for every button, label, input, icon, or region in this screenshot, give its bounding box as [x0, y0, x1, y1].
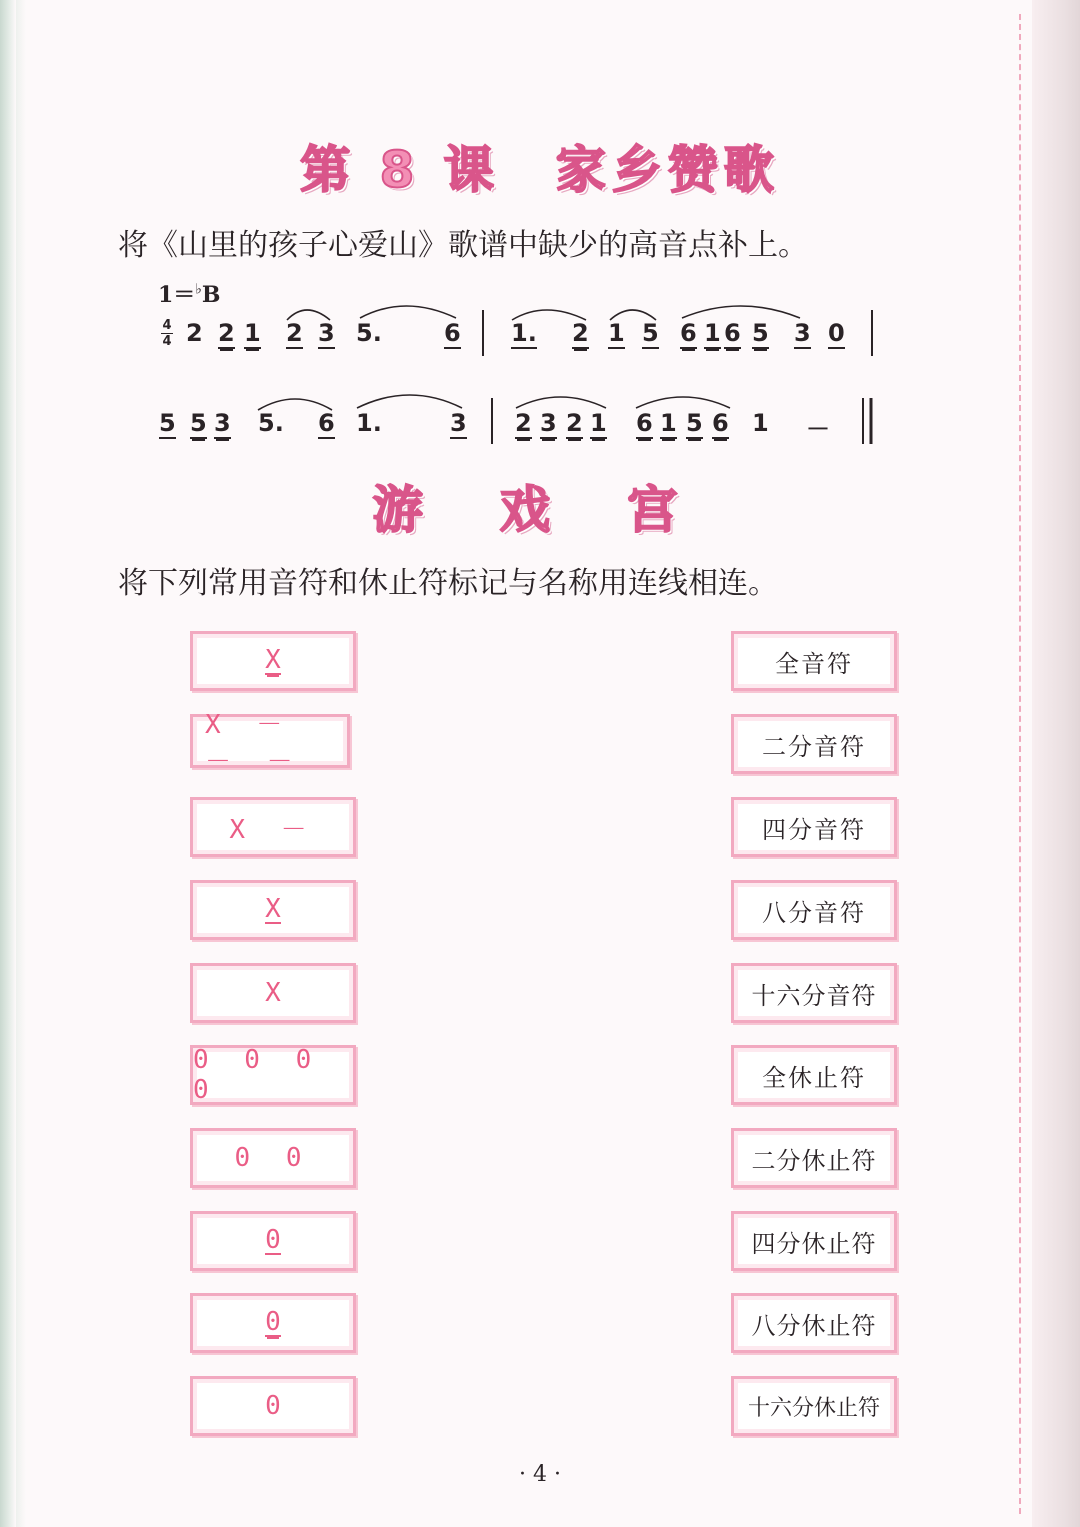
note: 6 — [712, 409, 729, 437]
note: 5 — [686, 409, 703, 437]
game-title: 游 戏 宫 — [372, 481, 708, 539]
symbol-box[interactable] — [190, 797, 356, 857]
symbol-box[interactable] — [190, 1128, 356, 1188]
note: 2 — [515, 409, 532, 437]
key-signature: 1＝♭B — [158, 281, 221, 308]
note: 2 — [186, 319, 203, 347]
note-symbol: X — [265, 894, 281, 924]
rest-symbol: 0 0 — [234, 1143, 312, 1173]
note: 5 — [752, 319, 769, 347]
symbol-box[interactable] — [190, 1376, 356, 1436]
note: 1. — [511, 319, 537, 347]
cut-line — [1019, 14, 1021, 1514]
page-number: · 4 · — [519, 1462, 561, 1487]
name-box[interactable]: 十六分音符 — [731, 963, 897, 1023]
note: 5 — [190, 409, 207, 437]
note: 2 — [566, 409, 583, 437]
rest-symbol: 0 — [265, 1307, 281, 1337]
note: 1 — [608, 319, 625, 347]
note: 5. — [258, 409, 284, 437]
symbol-box[interactable] — [190, 963, 356, 1023]
note: 1 — [752, 409, 769, 437]
note: 5. — [356, 319, 382, 347]
name-box[interactable]: 四分音符 — [731, 797, 897, 857]
symbol-box[interactable] — [190, 1293, 356, 1353]
note: 1. — [356, 409, 382, 437]
symbol-box[interactable] — [190, 710, 350, 777]
note: 6 — [680, 319, 697, 347]
note: 5 — [642, 319, 659, 347]
name-box[interactable]: 二分休止符 — [731, 1128, 897, 1188]
lesson-instruction: 将《山里的孩子心爱山》歌谱中缺少的高音点补上。 — [118, 228, 808, 263]
note: 3 — [540, 409, 557, 437]
note: － — [806, 415, 830, 443]
note-symbol: X － — [229, 814, 317, 845]
note: 1 — [704, 319, 721, 347]
symbol-box[interactable] — [190, 1045, 356, 1105]
rest-symbol: 0 — [265, 1391, 281, 1421]
name-box[interactable]: 全休止符 — [731, 1045, 897, 1105]
note-symbol: X － － － — [205, 710, 303, 777]
name-box[interactable]: 八分休止符 — [731, 1293, 897, 1353]
note-symbol: X — [265, 645, 281, 675]
note: 6 — [318, 409, 335, 437]
note: 0 — [828, 319, 845, 347]
note: 2 — [572, 319, 589, 347]
game-instruction: 将下列常用音符和休止符标记与名称用连线相连。 — [118, 566, 778, 601]
page-binding-edge — [0, 0, 16, 1527]
note: 2 — [218, 319, 235, 347]
note: 1 — [660, 409, 677, 437]
name-box[interactable]: 全音符 — [731, 631, 897, 691]
note: 3 — [794, 319, 811, 347]
lesson-title: 第 8 课 家乡赞歌 — [300, 141, 780, 199]
note-symbol: X — [265, 978, 281, 1008]
note: 6 — [636, 409, 653, 437]
name-box[interactable]: 四分休止符 — [731, 1211, 897, 1271]
symbol-box[interactable] — [190, 880, 356, 940]
page-right-margin — [1032, 0, 1080, 1527]
time-signature: 4 4 — [162, 318, 172, 349]
rest-symbol: 0 0 0 0 — [193, 1045, 322, 1105]
note: 3 — [450, 409, 467, 437]
note: 5 — [159, 409, 176, 437]
symbol-box[interactable] — [190, 1211, 356, 1271]
note: 3 — [214, 409, 231, 437]
note: 6 — [444, 319, 461, 347]
note: 2 — [286, 319, 303, 347]
symbol-box[interactable] — [190, 631, 356, 691]
note: 1 — [590, 409, 607, 437]
name-box[interactable]: 十六分休止符 — [731, 1376, 897, 1436]
rest-symbol: 0 — [265, 1225, 281, 1255]
page-binding-shadow — [16, 0, 26, 1527]
note: 3 — [318, 319, 335, 347]
name-box[interactable]: 二分音符 — [731, 714, 897, 774]
note: 6 — [724, 319, 741, 347]
name-box[interactable]: 八分音符 — [731, 880, 897, 940]
note: 1 — [244, 319, 261, 347]
